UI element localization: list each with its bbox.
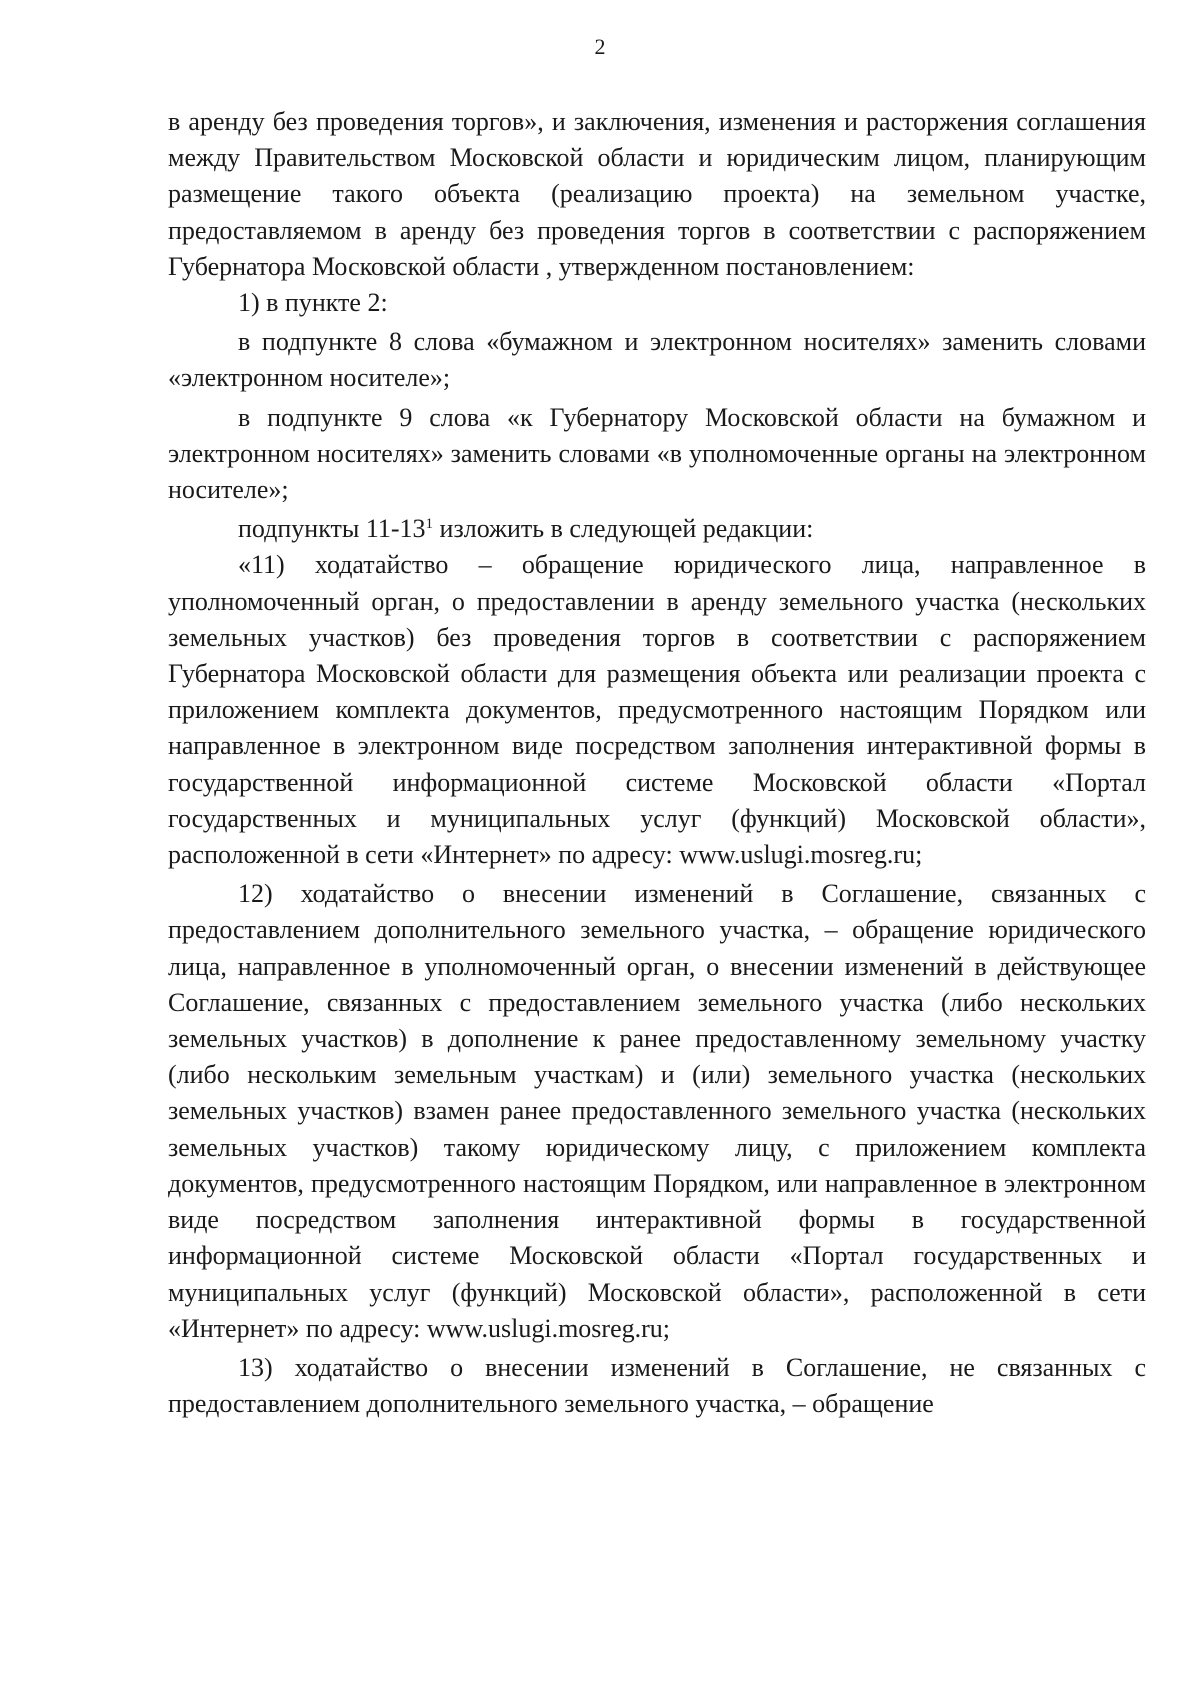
subpoints-superscript: 1 <box>425 516 434 533</box>
document-body <box>168 104 1146 1422</box>
paragraph-subpoint-13: 13) ходатайство о внесении изменений в Соглашение, не связанных с предоставлением дополнительного земельного участка, – обращение <box>168 1352 1146 1419</box>
paragraph-intro: в аренду без проведения торгов», и заключения, изменения и расторжения соглашения между Правительством Московской области и юридическим лицом, планирующим размещение такого объекта (реализацию проекта) на земельном участке, предоставляемом в аренду без проведения торгов в соответствии с распоряжением Губернатора Московской области , утвержденном постановлением: <box>168 107 1146 281</box>
subpoints-text-before: подпункты 11-13 <box>238 514 426 544</box>
paragraph-subpoint-8: в подпункте 8 слова «бумажном и электронном носителях» заменить словами «электронном носителе»; <box>168 327 1146 393</box>
paragraph-subpoint-12: 12) ходатайство о внесении изменений в Соглашение, связанных с предоставлением дополнительного земельного участка, – обращение юридического лица, направленное в уполномоченный орган, о внесении изменений в действующее Соглашение, связанных с предоставлением земельного участка (либо нескольких земельных участков) в дополнение к ранее предоставленному земельному участку (либо нескольким земельным участкам) и (или) земельного участка (нескольких земельных участков) взамен ранее предоставленного земельного участка (нескольких земельных участков) такому юридическому лицу, с приложением комплекта документов, предусмотренного настоящим Порядком, или направленное в электронном виде посредством заполнения интерактивной формы в государственной информационной системе Московской области «Портал государственных и муниципальных услуг (функций) Московской области», расположенной в сети «Интернет» по адресу: www.uslugi.mosreg.ru; <box>168 879 1146 1343</box>
paragraph-subpoint-11: «11) ходатайство – обращение юридического лица, направленное в уполномоченный орган, о предоставлении в аренду земельного участка (нескольких земельных участков) без проведения торгов в соответствии с распоряжением Губернатора Московской области для размещения объекта или реализации проекта с приложением комплекта документов, предусмотренного настоящим Порядком или направленное в электронном виде посредством заполнения интерактивной формы в государственной информационной системе Московской области «Портал государственных и муниципальных услуг (функций) Московской области», расположенной в сети «Интернет» по адресу: www.uslugi.mosreg.ru; <box>168 550 1146 870</box>
paragraph-point-1: 1) в пункте 2: <box>238 288 388 318</box>
paragraph-subpoint-9: в подпункте 9 слова «к Губернатору Московской области на бумажном и электронном носителях» заменить словами «в уполномоченные органы на электронном носителе»; <box>168 402 1146 505</box>
subpoints-text-after: изложить в следующей редакции: <box>433 514 814 544</box>
page-number: 2 <box>594 34 606 59</box>
paragraph-subpoints-11-13 <box>168 511 1146 547</box>
